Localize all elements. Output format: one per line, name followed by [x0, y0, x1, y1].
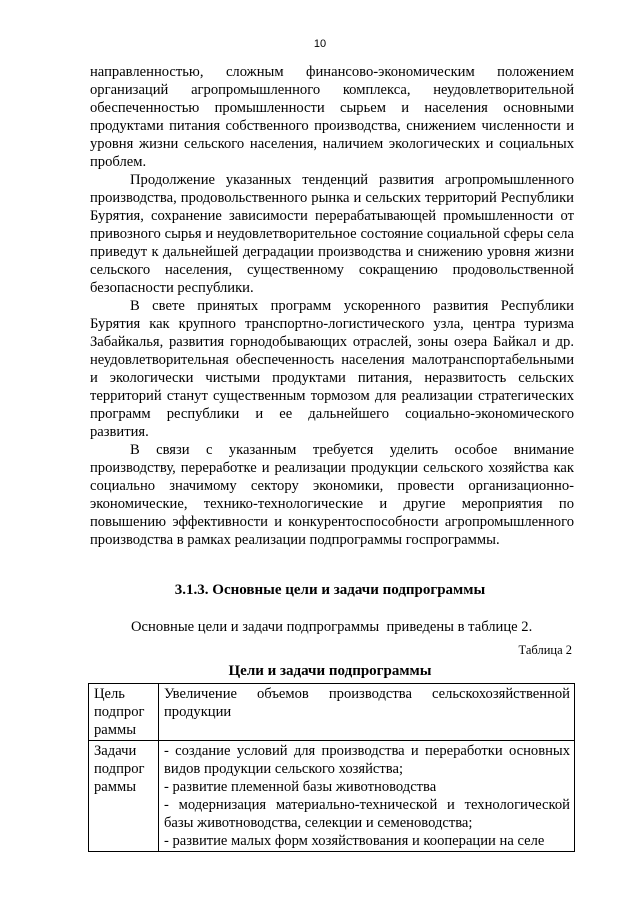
page-number: 10: [313, 38, 327, 50]
goal-label-cell: Цель подпрог раммы: [89, 684, 159, 741]
tasks-row: [89, 741, 575, 852]
paragraph-1: направленностью, сложным финансово-экономическим положением организаций агропромышленного комплекса, неудовлетворительной обеспеченностью промышленности сырьем и населения основными продуктами питания собственного производства, снижением численности и уровня жизни сельского населения, наличием экологических и социальных проблем.: [90, 64, 574, 170]
table-intro-line: Основные цели и задачи подпрограммы приведены в таблице 2.: [131, 619, 533, 635]
tasks-list-cell: [159, 741, 575, 852]
goals-table: [88, 683, 575, 852]
body-text: [90, 63, 574, 549]
section-heading: 3.1.3. Основные цели и задачи подпрограммы: [174, 582, 486, 598]
table-label: Таблица 2: [518, 643, 572, 657]
task-item: - развитие малых форм хозяйствования и кооперации на селе: [164, 833, 545, 849]
task-item: - создание условий для производства и переработки основных видов продукции сельского хозяйства;: [164, 743, 570, 777]
paragraph-4: В связи с указанным требуется уделить особое внимание производству, переработке и реализации продукции сельского хозяйства как социально значимому сектору экономики, провести организационно-экономические, технико-технологические и другие мероприятия по повышению эффективности и конкурентоспособности агропромышленного производства в рамках реализации подпрограммы госпрограммы.: [90, 442, 574, 548]
task-item: - модернизация материально-технической и технологической базы животноводства, селекции и семеноводства;: [164, 797, 570, 831]
task-item: - развитие племенной базы животноводства: [164, 779, 437, 795]
paragraph-2: Продолжение указанных тенденций развития агропромышленного производства, продовольственного рынка и сельских территорий Республики Бурятия, сохранение зависимости перерабатывающей промышленности от привозного сырья и неудовлетворительное состояние социальной сферы села приведут к дальнейшей деградации производства и снижению уровня жизни сельского населения, существенному сокращению продовольственной безопасности республики.: [90, 172, 574, 296]
table-title: Цели и задачи подпрограммы: [228, 663, 432, 679]
goal-row: [89, 684, 575, 741]
tasks-label-cell: Задачи подпрог раммы: [89, 741, 159, 852]
paragraph-3: В свете принятых программ ускоренного развития Республики Бурятия как крупного транспортно-логистического узла, центра туризма Забайкалья, развития горнодобывающих отраслей, зоны озера Байкал и др. неудовлетворительная обеспеченность населения малотранспортабельными и экологически чистыми продуктами питания, неразвитость сельских территорий станут существенным тормозом для реализации стратегических программ республики и ее дальнейшего социально-экономического развития.: [90, 298, 574, 440]
goal-text-cell: Увеличение объемов производства сельскохозяйственной продукции: [159, 684, 575, 741]
